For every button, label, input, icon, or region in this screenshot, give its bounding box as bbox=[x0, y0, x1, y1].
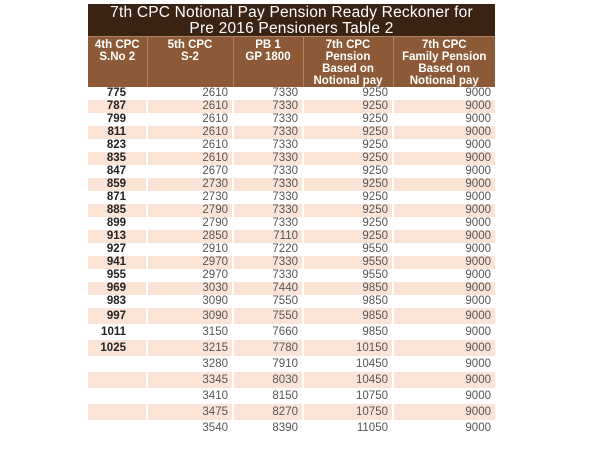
column-header-text: GP 1800 bbox=[245, 51, 291, 63]
cell-col-7th-cpc-family-pension: 9000 bbox=[393, 113, 495, 126]
cell-col-7th-cpc-pension: 9850 bbox=[303, 295, 393, 308]
cell-col-pb1-gp1800: 7110 bbox=[233, 230, 303, 243]
cell-col-4th-cpc-sno bbox=[88, 282, 147, 295]
cell-col-7th-cpc-pension: 9250 bbox=[303, 191, 393, 204]
cell-col-7th-cpc-pension: 9250 bbox=[303, 178, 393, 191]
cell-col-7th-cpc-family-pension: 9000 bbox=[393, 356, 495, 372]
cell-col-4th-cpc-sno bbox=[88, 388, 147, 404]
cell-value: 787 bbox=[106, 100, 126, 112]
column-header-text: Based on bbox=[418, 63, 471, 75]
cell-col-7th-cpc-family-pension: 9000 bbox=[393, 165, 495, 178]
cell-col-4th-cpc-sno bbox=[88, 126, 147, 139]
cell-col-pb1-gp1800: 7550 bbox=[233, 295, 303, 308]
table-row bbox=[88, 282, 495, 295]
cell-col-5th-cpc-s2: 3090 bbox=[147, 295, 233, 308]
cell-col-7th-cpc-family-pension: 9000 bbox=[393, 139, 495, 152]
cell-col-4th-cpc-sno bbox=[88, 404, 147, 420]
pension-reckoner-table bbox=[88, 36, 495, 436]
cell-col-5th-cpc-s2: 2670 bbox=[147, 165, 233, 178]
cell-col-7th-cpc-family-pension: 9000 bbox=[393, 295, 495, 308]
cell-col-7th-cpc-pension: 10450 bbox=[303, 356, 393, 372]
table-row bbox=[88, 356, 495, 372]
cell-value: 983 bbox=[106, 295, 126, 307]
cell-value: 847 bbox=[106, 165, 126, 177]
cell-col-7th-cpc-pension: 9250 bbox=[303, 126, 393, 139]
cell-col-5th-cpc-s2: 2610 bbox=[147, 100, 233, 113]
table-row bbox=[88, 269, 495, 282]
cell-col-5th-cpc-s2: 3030 bbox=[147, 282, 233, 295]
cell-col-7th-cpc-family-pension: 9000 bbox=[393, 230, 495, 243]
table-row bbox=[88, 87, 495, 100]
cell-col-pb1-gp1800: 7780 bbox=[233, 340, 303, 356]
table-row bbox=[88, 295, 495, 308]
cell-col-4th-cpc-sno bbox=[88, 356, 147, 372]
cell-col-7th-cpc-pension: 9250 bbox=[303, 139, 393, 152]
column-header-col-4th-cpc-sno bbox=[88, 37, 147, 88]
reckoner-table-container bbox=[88, 4, 495, 436]
cell-col-5th-cpc-s2: 2970 bbox=[147, 256, 233, 269]
cell-col-4th-cpc-sno bbox=[88, 87, 147, 100]
cell-value: 913 bbox=[106, 230, 126, 242]
cell-col-5th-cpc-s2: 2850 bbox=[147, 230, 233, 243]
cell-col-5th-cpc-s2: 2610 bbox=[147, 139, 233, 152]
cell-col-pb1-gp1800: 7330 bbox=[233, 256, 303, 269]
table-title bbox=[88, 4, 495, 36]
column-header-text: 5th CPC bbox=[167, 39, 213, 51]
cell-col-4th-cpc-sno bbox=[88, 165, 147, 178]
table-row bbox=[88, 372, 495, 388]
column-header-col-7th-cpc-family-pension bbox=[393, 37, 495, 88]
table-row bbox=[88, 324, 495, 340]
cell-value: 941 bbox=[106, 256, 126, 268]
cell-col-4th-cpc-sno bbox=[88, 243, 147, 256]
table-row bbox=[88, 256, 495, 269]
cell-col-5th-cpc-s2: 2730 bbox=[147, 178, 233, 191]
cell-col-7th-cpc-family-pension: 9000 bbox=[393, 243, 495, 256]
cell-value: 955 bbox=[106, 269, 126, 281]
table-row bbox=[88, 388, 495, 404]
table-body bbox=[88, 87, 495, 436]
column-header-text: PB 1 bbox=[255, 39, 281, 51]
cell-value: 927 bbox=[106, 243, 126, 255]
cell-col-4th-cpc-sno bbox=[88, 324, 147, 340]
cell-col-7th-cpc-pension: 9550 bbox=[303, 256, 393, 269]
cell-col-4th-cpc-sno bbox=[88, 295, 147, 308]
cell-col-5th-cpc-s2: 3090 bbox=[147, 308, 233, 324]
cell-col-7th-cpc-pension: 9250 bbox=[303, 217, 393, 230]
cell-col-5th-cpc-s2: 2790 bbox=[147, 204, 233, 217]
cell-col-4th-cpc-sno bbox=[88, 230, 147, 243]
cell-col-5th-cpc-s2: 2730 bbox=[147, 191, 233, 204]
table-row bbox=[88, 230, 495, 243]
cell-col-4th-cpc-sno bbox=[88, 256, 147, 269]
cell-value: 1025 bbox=[100, 342, 126, 354]
cell-col-7th-cpc-family-pension: 9000 bbox=[393, 282, 495, 295]
cell-col-7th-cpc-family-pension: 9000 bbox=[393, 372, 495, 388]
cell-col-7th-cpc-family-pension: 9000 bbox=[393, 256, 495, 269]
cell-col-pb1-gp1800: 7910 bbox=[233, 356, 303, 372]
cell-col-4th-cpc-sno bbox=[88, 217, 147, 230]
cell-col-pb1-gp1800: 7440 bbox=[233, 282, 303, 295]
cell-col-7th-cpc-pension: 9250 bbox=[303, 152, 393, 165]
cell-col-7th-cpc-pension: 9850 bbox=[303, 324, 393, 340]
cell-col-5th-cpc-s2: 3475 bbox=[147, 404, 233, 420]
table-row bbox=[88, 340, 495, 356]
cell-col-7th-cpc-family-pension: 9000 bbox=[393, 404, 495, 420]
cell-value: 1011 bbox=[101, 326, 126, 338]
cell-value: 835 bbox=[106, 152, 126, 164]
cell-value: 775 bbox=[106, 87, 126, 99]
cell-col-5th-cpc-s2: 3410 bbox=[147, 388, 233, 404]
cell-col-5th-cpc-s2: 2610 bbox=[147, 113, 233, 126]
header-row bbox=[88, 37, 495, 88]
column-header-col-5th-cpc-s2 bbox=[147, 37, 233, 88]
cell-col-7th-cpc-pension: 9250 bbox=[303, 230, 393, 243]
column-header-text: Based on bbox=[322, 63, 374, 75]
cell-col-7th-cpc-family-pension: 9000 bbox=[393, 217, 495, 230]
column-header-col-7th-cpc-pension bbox=[303, 37, 393, 88]
cell-value: 811 bbox=[107, 126, 126, 138]
cell-col-7th-cpc-pension: 9850 bbox=[303, 308, 393, 324]
column-header-text: 7th CPC bbox=[421, 39, 467, 51]
cell-col-7th-cpc-pension: 9850 bbox=[303, 282, 393, 295]
cell-col-7th-cpc-family-pension: 9000 bbox=[393, 204, 495, 217]
cell-col-pb1-gp1800: 7330 bbox=[233, 191, 303, 204]
cell-col-7th-cpc-pension: 9550 bbox=[303, 269, 393, 282]
cell-col-7th-cpc-family-pension: 9000 bbox=[393, 324, 495, 340]
cell-col-7th-cpc-family-pension: 9000 bbox=[393, 340, 495, 356]
column-header-text: Notional pay bbox=[409, 75, 479, 87]
cell-col-pb1-gp1800: 8390 bbox=[233, 420, 303, 436]
cell-col-7th-cpc-family-pension: 9000 bbox=[393, 87, 495, 100]
cell-col-7th-cpc-pension: 9250 bbox=[303, 87, 393, 100]
cell-col-7th-cpc-pension: 9250 bbox=[303, 204, 393, 217]
cell-col-7th-cpc-family-pension: 9000 bbox=[393, 191, 495, 204]
cell-col-pb1-gp1800: 7330 bbox=[233, 204, 303, 217]
cell-col-7th-cpc-family-pension: 9000 bbox=[393, 269, 495, 282]
cell-col-5th-cpc-s2: 2610 bbox=[147, 87, 233, 100]
cell-col-5th-cpc-s2: 2910 bbox=[147, 243, 233, 256]
cell-col-pb1-gp1800: 7330 bbox=[233, 87, 303, 100]
column-header-text: 7th CPC bbox=[325, 39, 371, 51]
table-row bbox=[88, 243, 495, 256]
table-row bbox=[88, 404, 495, 420]
cell-col-pb1-gp1800: 8030 bbox=[233, 372, 303, 388]
cell-col-pb1-gp1800: 7330 bbox=[233, 126, 303, 139]
table-row bbox=[88, 204, 495, 217]
table-row bbox=[88, 100, 495, 113]
cell-col-pb1-gp1800: 7330 bbox=[233, 165, 303, 178]
cell-col-pb1-gp1800: 7660 bbox=[233, 324, 303, 340]
cell-col-4th-cpc-sno bbox=[88, 178, 147, 191]
cell-col-7th-cpc-pension: 11050 bbox=[303, 420, 393, 436]
cell-value: 885 bbox=[106, 204, 126, 216]
cell-col-pb1-gp1800: 7330 bbox=[233, 217, 303, 230]
cell-value: 859 bbox=[106, 178, 126, 190]
cell-col-pb1-gp1800: 7330 bbox=[233, 139, 303, 152]
column-header-col-pb1-gp1800 bbox=[233, 37, 303, 88]
cell-col-4th-cpc-sno bbox=[88, 139, 147, 152]
cell-col-pb1-gp1800: 8270 bbox=[233, 404, 303, 420]
cell-col-5th-cpc-s2: 3280 bbox=[147, 356, 233, 372]
cell-value: 799 bbox=[106, 113, 126, 125]
cell-col-4th-cpc-sno bbox=[88, 340, 147, 356]
cell-col-pb1-gp1800: 7330 bbox=[233, 178, 303, 191]
cell-col-4th-cpc-sno bbox=[88, 269, 147, 282]
cell-col-5th-cpc-s2: 2970 bbox=[147, 269, 233, 282]
cell-col-5th-cpc-s2: 2790 bbox=[147, 217, 233, 230]
cell-col-7th-cpc-family-pension: 9000 bbox=[393, 126, 495, 139]
cell-value: 969 bbox=[106, 282, 126, 294]
cell-col-pb1-gp1800: 7330 bbox=[233, 269, 303, 282]
table-row bbox=[88, 113, 495, 126]
cell-col-7th-cpc-pension: 9250 bbox=[303, 100, 393, 113]
cell-col-4th-cpc-sno bbox=[88, 113, 147, 126]
cell-col-pb1-gp1800: 7330 bbox=[233, 113, 303, 126]
cell-col-4th-cpc-sno bbox=[88, 372, 147, 388]
cell-col-5th-cpc-s2: 3540 bbox=[147, 420, 233, 436]
cell-col-7th-cpc-pension: 10750 bbox=[303, 388, 393, 404]
cell-col-4th-cpc-sno bbox=[88, 308, 147, 324]
cell-col-4th-cpc-sno bbox=[88, 204, 147, 217]
cell-value: 871 bbox=[106, 191, 126, 203]
cell-col-7th-cpc-family-pension: 9000 bbox=[393, 100, 495, 113]
cell-col-7th-cpc-family-pension: 9000 bbox=[393, 388, 495, 404]
cell-col-5th-cpc-s2: 3150 bbox=[147, 324, 233, 340]
cell-col-7th-cpc-pension: 9550 bbox=[303, 243, 393, 256]
cell-value: 997 bbox=[106, 310, 126, 322]
table-row bbox=[88, 217, 495, 230]
cell-value: 823 bbox=[106, 139, 126, 151]
cell-col-pb1-gp1800: 7330 bbox=[233, 100, 303, 113]
table-title-line-1: 7th CPC Notional Pay Pension Ready Reckoner for bbox=[110, 4, 473, 21]
table-row bbox=[88, 126, 495, 139]
cell-col-7th-cpc-pension: 10150 bbox=[303, 340, 393, 356]
table-row bbox=[88, 420, 495, 436]
table-row bbox=[88, 139, 495, 152]
column-header-text: Notional pay bbox=[313, 75, 383, 87]
table-row bbox=[88, 308, 495, 324]
column-header-text: Family Pension bbox=[402, 51, 487, 63]
cell-col-7th-cpc-pension: 9250 bbox=[303, 113, 393, 126]
column-header-text: 4th CPC bbox=[94, 39, 140, 51]
cell-col-pb1-gp1800: 7330 bbox=[233, 152, 303, 165]
cell-col-5th-cpc-s2: 2610 bbox=[147, 126, 233, 139]
column-header-text: S-2 bbox=[181, 51, 199, 63]
cell-col-7th-cpc-pension: 10450 bbox=[303, 372, 393, 388]
cell-col-4th-cpc-sno bbox=[88, 100, 147, 113]
cell-col-pb1-gp1800: 8150 bbox=[233, 388, 303, 404]
table-title-line-2: Pre 2016 Pensioners Table 2 bbox=[189, 20, 394, 37]
cell-col-5th-cpc-s2: 2610 bbox=[147, 152, 233, 165]
table-row bbox=[88, 178, 495, 191]
cell-col-5th-cpc-s2: 3345 bbox=[147, 372, 233, 388]
cell-col-4th-cpc-sno bbox=[88, 152, 147, 165]
cell-col-7th-cpc-pension: 10750 bbox=[303, 404, 393, 420]
cell-col-pb1-gp1800: 7220 bbox=[233, 243, 303, 256]
column-header-text: S.No 2 bbox=[99, 51, 136, 63]
cell-col-7th-cpc-family-pension: 9000 bbox=[393, 308, 495, 324]
cell-col-7th-cpc-family-pension: 9000 bbox=[393, 178, 495, 191]
cell-col-pb1-gp1800: 7550 bbox=[233, 308, 303, 324]
table-row bbox=[88, 165, 495, 178]
cell-col-5th-cpc-s2: 3215 bbox=[147, 340, 233, 356]
table-row bbox=[88, 191, 495, 204]
cell-col-4th-cpc-sno bbox=[88, 420, 147, 436]
cell-col-7th-cpc-family-pension: 9000 bbox=[393, 152, 495, 165]
table-row bbox=[88, 152, 495, 165]
cell-value: 899 bbox=[106, 217, 126, 229]
cell-col-4th-cpc-sno bbox=[88, 191, 147, 204]
column-header-text: Pension bbox=[325, 51, 371, 63]
cell-col-7th-cpc-family-pension: 9000 bbox=[393, 420, 495, 436]
cell-col-7th-cpc-pension: 9250 bbox=[303, 165, 393, 178]
